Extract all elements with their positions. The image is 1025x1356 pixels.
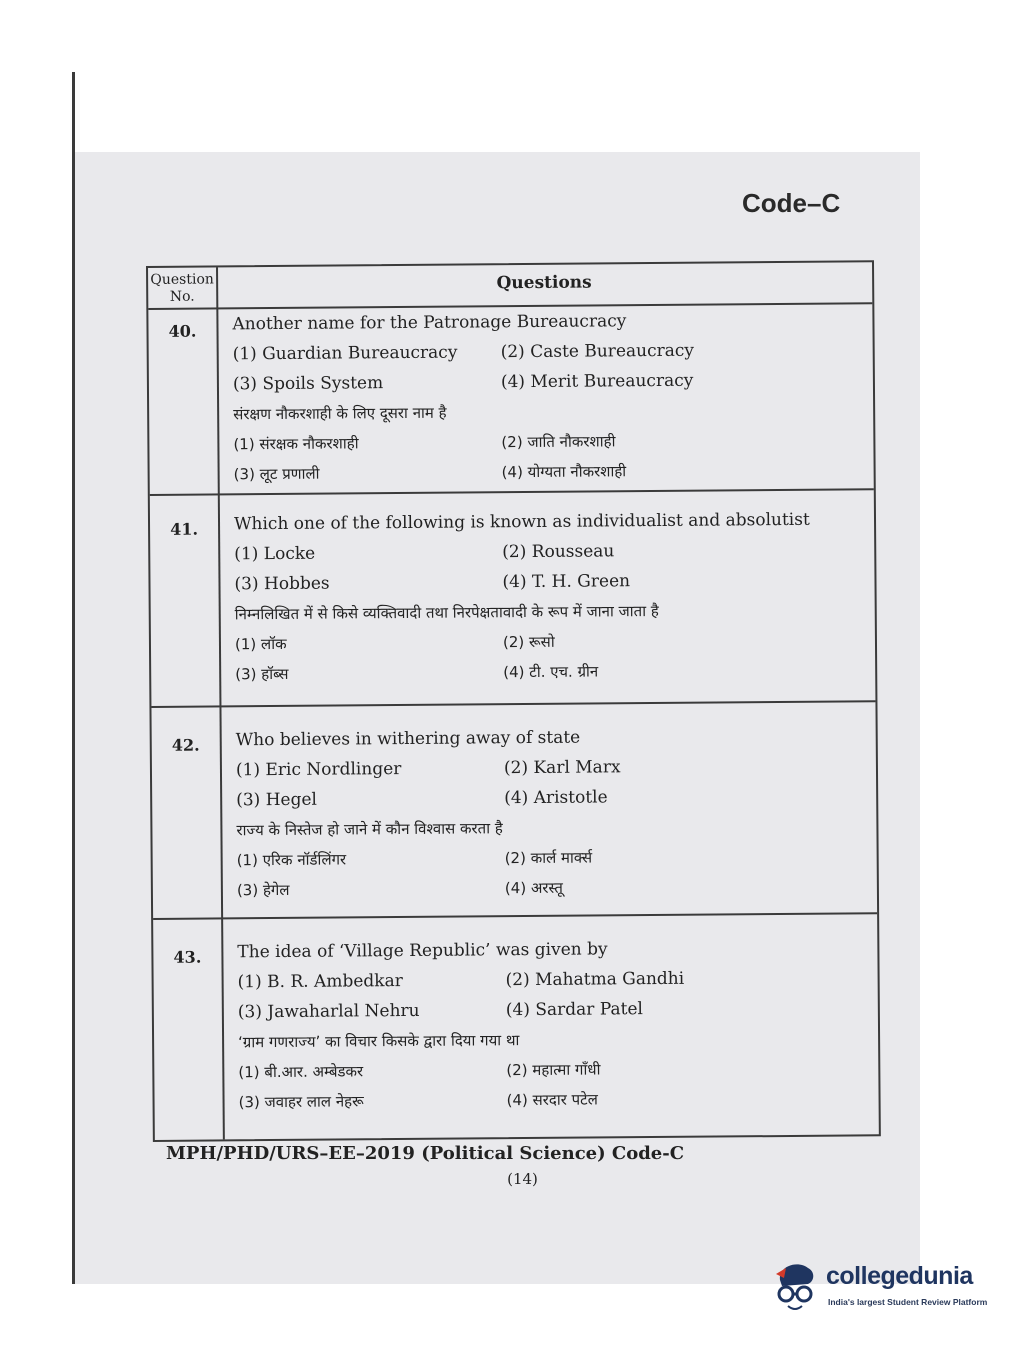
option-4: (4) Merit Bureaucracy — [500, 370, 694, 393]
option-3: (3) Hobbes — [234, 573, 330, 595]
header-question-no: Question No. — [150, 271, 214, 305]
options-row-hi — [235, 654, 865, 689]
question-row-42 — [151, 702, 877, 920]
question-row-43 — [153, 914, 879, 1140]
student-mascot-icon — [768, 1258, 824, 1318]
question-body — [232, 304, 863, 489]
question-text-hi: संरक्षण नौकरशाही के लिए दूसरा नाम है — [233, 403, 447, 424]
option-4: (4) T. H. Green — [502, 571, 631, 593]
question-text-en: Who believes in withering away of state — [235, 727, 581, 751]
option-3: (3) Spoils System — [232, 373, 384, 395]
option-4-hi: (4) योग्यता नौकरशाही — [501, 462, 627, 482]
option-3-hi: (3) लूट प्रणाली — [233, 464, 320, 484]
options-row-hi — [234, 454, 864, 489]
question-number: 41. — [170, 519, 199, 539]
option-1-hi: (1) एरिक नॉर्डलिंगर — [236, 850, 347, 870]
question-number: 42. — [171, 735, 200, 755]
option-4: (4) Sardar Patel — [505, 999, 644, 1021]
question-text-hi: राज्य के निस्तेज हो जाने में कौन विश्वास करता है — [236, 819, 503, 840]
question-text-en: Another name for the Patronage Bureaucracy — [232, 311, 627, 335]
header-questions: Questions — [496, 272, 592, 294]
options-row-hi — [238, 1052, 868, 1087]
option-4-hi: (4) टी. एच. ग्रीन — [503, 662, 599, 682]
option-1-hi: (1) संरक्षक नौकरशाही — [233, 434, 359, 454]
question-body — [237, 932, 868, 1117]
options-row — [233, 334, 863, 369]
options-row-hi — [233, 424, 863, 459]
option-1-hi: (1) लॉक — [234, 634, 287, 654]
option-2-hi: (2) महात्मा गाँधी — [506, 1060, 601, 1080]
options-row — [238, 992, 868, 1027]
option-2: (2) Caste Bureaucracy — [500, 340, 695, 363]
option-1: (1) Locke — [234, 543, 316, 565]
option-3-hi: (3) हॉब्स — [235, 664, 289, 684]
question-body — [236, 720, 867, 905]
option-3: (3) Jawaharlal Nehru — [237, 1000, 420, 1023]
page-number: (14) — [507, 1170, 538, 1188]
brand-name: collegedunia — [826, 1262, 973, 1290]
question-text-hi: निम्नलिखित में से किसे व्यक्तिवादी तथा निरपेक्षतावादी के रूप में जाना जाता है — [234, 601, 659, 624]
paper-code-footer: MPH/PHD/URS–EE–2019 (Political Science) Code-C — [166, 1143, 685, 1164]
options-row — [234, 534, 864, 569]
options-row-hi — [237, 870, 867, 905]
options-row — [233, 364, 863, 399]
question-body — [234, 504, 865, 689]
question-text-hi: ‘ग्राम गणराज्य’ का विचार किसके द्वारा दिया गया था — [238, 1031, 520, 1052]
collegedunia-logo[interactable] — [768, 1258, 998, 1318]
question-text-en: Which one of the following is known as individualist and absolutist — [233, 509, 810, 535]
options-row — [234, 564, 864, 599]
questions-table — [146, 260, 881, 1142]
option-1: (1) Eric Nordlinger — [235, 759, 402, 781]
option-3-hi: (3) हेगेल — [236, 880, 290, 900]
options-row — [236, 750, 866, 785]
question-row-40 — [148, 304, 873, 496]
option-4: (4) Aristotle — [504, 787, 608, 809]
question-row-41 — [150, 490, 876, 708]
option-2-hi: (2) कार्ल मार्क्स — [504, 848, 593, 868]
option-2: (2) Karl Marx — [503, 757, 621, 779]
option-1-hi: (1) बी.आर. अम्बेडकर — [238, 1062, 364, 1082]
code-label: Code–C — [742, 188, 841, 218]
table-header — [148, 262, 872, 310]
option-1: (1) Guardian Bureaucracy — [232, 342, 458, 365]
options-row — [236, 780, 866, 815]
options-row — [238, 962, 868, 997]
option-1: (1) B. R. Ambedkar — [237, 971, 403, 993]
options-row-hi — [238, 1082, 868, 1117]
option-2-hi: (2) रूसो — [502, 632, 555, 652]
options-row-hi — [237, 840, 867, 875]
option-2-hi: (2) जाति नौकरशाही — [501, 432, 616, 452]
options-row-hi — [235, 624, 865, 659]
question-text-en: The idea of ‘Village Republic’ was given by — [237, 939, 608, 963]
brand-tagline: India's largest Student Review Platform — [828, 1297, 988, 1307]
option-2: (2) Rousseau — [502, 541, 615, 563]
option-4-hi: (4) सरदार पटेल — [506, 1090, 598, 1110]
option-4-hi: (4) अरस्तू — [504, 878, 563, 898]
option-3: (3) Hegel — [236, 789, 318, 811]
question-number: 40. — [168, 321, 197, 341]
question-number: 43. — [173, 947, 202, 967]
option-3-hi: (3) जवाहर लाल नेहरू — [238, 1092, 364, 1112]
option-2: (2) Mahatma Gandhi — [505, 968, 685, 991]
